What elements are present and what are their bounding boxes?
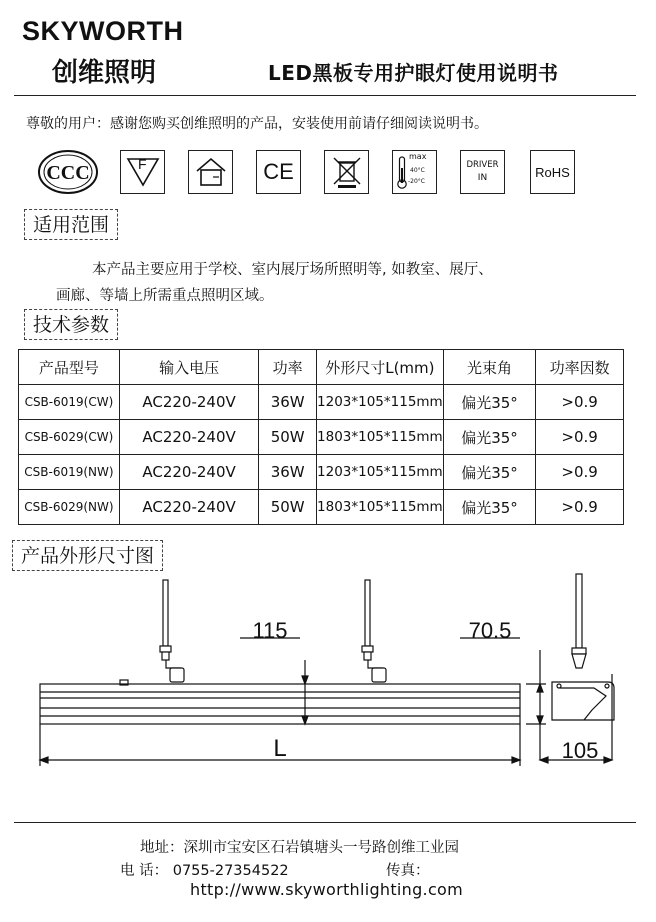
table-row (19, 385, 624, 420)
suspension-rod-2 (365, 580, 370, 646)
dim-height-label: 115 (252, 618, 288, 643)
cell-model: CSB-6019(CW) (19, 385, 120, 420)
header-beam-angle: 光束角 (443, 350, 536, 385)
cell-power-factor: >0.9 (536, 420, 624, 455)
crossed-bin-icon (324, 150, 369, 194)
temp-max-label: max (409, 152, 427, 161)
header-divider (14, 95, 636, 96)
header-power-factor: 功率因数 (536, 350, 624, 385)
svg-text:CCC: CCC (46, 162, 90, 184)
f-mark-icon (120, 150, 165, 194)
cell-power: 50W (259, 420, 317, 455)
specs-table (18, 349, 624, 525)
suspension-rod-1 (163, 580, 168, 646)
cell-model: CSB-6019(NW) (19, 455, 120, 490)
cell-size: 1203*105*115mm (317, 455, 444, 490)
document-title: LED黑板专用护眼灯使用说明书 (268, 61, 559, 85)
rohs-label: RoHS (535, 164, 570, 180)
indoor-use-icon (188, 150, 233, 194)
footer-address: 地址：深圳市宝安区石岩镇塘头一号路创维工业园 (140, 840, 459, 856)
driver-in-label: IN (477, 173, 488, 183)
cell-power-factor: >0.9 (536, 385, 624, 420)
side-suspension-rod (576, 574, 582, 648)
header-size: 外形尺寸L(mm) (317, 350, 444, 385)
dimension-drawing (0, 570, 656, 780)
temperature-range-icon (392, 150, 437, 194)
cell-model: CSB-6029(NW) (19, 490, 120, 525)
table-header-row (19, 350, 624, 385)
cell-voltage: AC220-240V (119, 490, 258, 525)
cell-power-factor: >0.9 (536, 490, 624, 525)
cell-voltage: AC220-240V (119, 455, 258, 490)
table-row (19, 490, 624, 525)
header-model: 产品型号 (19, 350, 120, 385)
table-row (19, 420, 624, 455)
cell-power: 36W (259, 455, 317, 490)
brand-name-en: SKYWORTH (22, 16, 184, 46)
driver-label: DRIVER (466, 160, 499, 170)
ccc-mark-icon (37, 149, 99, 195)
cell-power-factor: >0.9 (536, 455, 624, 490)
cell-model: CSB-6029(CW) (19, 420, 120, 455)
footer-phone: 电 话： 0755-27354522 (120, 863, 289, 879)
drawing-section-title: 产品外形尺寸图 (12, 540, 163, 571)
rohs-mark-icon (530, 150, 575, 194)
temp-low-label: -20°C (408, 178, 425, 185)
temp-high-label: 40°C (410, 167, 425, 174)
cell-voltage: AC220-240V (119, 385, 258, 420)
cell-power: 36W (259, 385, 317, 420)
lamp-body (40, 684, 520, 724)
driver-in-icon (460, 150, 505, 194)
cell-size: 1203*105*115mm (317, 385, 444, 420)
cell-size: 1803*105*115mm (317, 420, 444, 455)
specs-section-title: 技术参数 (24, 309, 118, 340)
scope-section-title: 适用范围 (24, 209, 118, 240)
footer-website-link[interactable]: http://www.skyworthlighting.com (190, 880, 464, 899)
dim-offset-label: 70.5 (468, 618, 512, 643)
cell-beam-angle: 偏光35° (443, 490, 536, 525)
cell-beam-angle: 偏光35° (443, 455, 536, 490)
brand-name-cn: 创维照明 (52, 58, 157, 88)
cell-voltage: AC220-240V (119, 420, 258, 455)
footer-divider (14, 822, 636, 823)
cell-power: 50W (259, 490, 317, 525)
greeting-text: 尊敬的用户：感谢您购买创维照明的产品，安装使用前请仔细阅读说明书。 (26, 116, 488, 132)
cell-beam-angle: 偏光35° (443, 420, 536, 455)
f-mark-label: F (138, 156, 147, 172)
header-voltage: 输入电压 (119, 350, 258, 385)
ce-mark-icon (256, 150, 301, 194)
cell-beam-angle: 偏光35° (443, 385, 536, 420)
ce-mark-label: CE (263, 159, 294, 184)
table-row (19, 455, 624, 490)
scope-text-line1: 本产品主要应用于学校、室内展厅场所照明等, 如教室、展厅、 (92, 262, 493, 278)
header-power: 功率 (259, 350, 317, 385)
footer-fax: 传真： (386, 863, 430, 879)
scope-text-line2: 画廊、等墙上所需重点照明区域。 (56, 288, 274, 304)
dim-width-label: 105 (561, 738, 599, 763)
cell-size: 1803*105*115mm (317, 490, 444, 525)
dim-length-label: L (273, 735, 287, 762)
